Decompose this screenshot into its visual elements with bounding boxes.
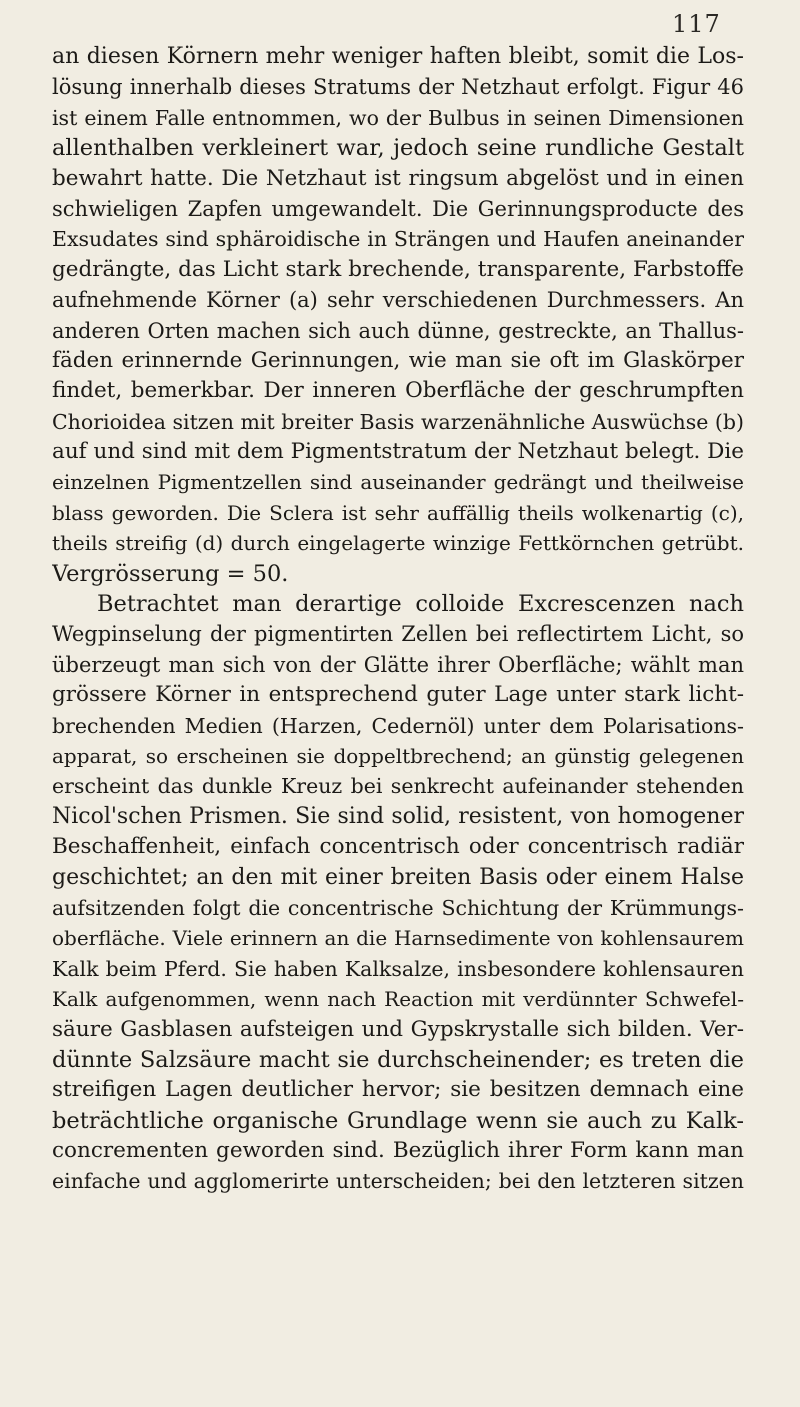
page-number: 117 [672, 10, 721, 38]
text-line: grössere Körner in entsprechend guter Lage unter stark licht- [52, 682, 744, 708]
text-line: aufsitzenden folgt die concentrische Schichtung der Krümmungs- [52, 895, 744, 920]
text-line: Betrachtet man derartige colloide Excrescenzen nach [97, 591, 744, 618]
text-line: Beschaffenheit, einfach concentrisch oder concentrisch radiär [52, 834, 744, 860]
text-line: blass geworden. Die Sclera ist sehr auffällig theils wolkenartig (c), [52, 500, 744, 525]
text-line: findet, bemerkbar. Der inneren Oberfläche der geschrumpften [52, 378, 744, 404]
text-line: Vergrösserung = 50. [52, 560, 289, 587]
text-line: concrementen geworden sind. Bezüglich ihrer Form kann man [52, 1138, 744, 1164]
text-line: erscheint das dunkle Kreuz bei senkrecht aufeinander stehenden [52, 774, 744, 799]
text-line: fäden erinnernde Gerinnungen, wie man sie oft im Glaskörper [52, 347, 744, 373]
text-line: ist einem Falle entnommen, wo der Bulbus in seinen Dimensionen [52, 105, 744, 130]
text-line: dünnte Salzsäure macht sie durchscheinender; es treten die [52, 1046, 744, 1073]
text-line: streifigen Lagen deutlicher hervor; sie besitzen demnach eine [52, 1077, 744, 1103]
text-line: Kalk aufgenommen, wenn nach Reaction mit verdünnter Schwefel- [52, 987, 744, 1012]
text-line: Chorioidea sitzen mit breiter Basis warzenähnliche Auswüchse (b) [52, 409, 744, 434]
text-line: einzelnen Pigmentzellen sind auseinander gedrängt und theilweise [52, 470, 744, 495]
text-line: Exsudates sind sphäroidische in Strängen und Haufen aneinander [52, 227, 744, 252]
text-line: beträchtliche organische Grundlage wenn sie auch zu Kalk- [52, 1107, 744, 1134]
text-line: gedrängte, das Licht stark brechende, transparente, Farbstoffe [52, 256, 744, 282]
text-line: lösung innerhalb dieses Stratums der Netzhaut erfolgt. Figur 46 [52, 75, 744, 100]
text-line: anderen Orten machen sich auch dünne, gestreckte, an Thallus- [52, 318, 744, 343]
text-line: einfache und agglomerirte unterscheiden; bei den letzteren sitzen [52, 1169, 744, 1194]
text-line: bewahrt hatte. Die Netzhaut ist ringsum abgelöst und in einen [52, 165, 744, 191]
text-line: geschichtet; an den mit einer breiten Basis oder einem Halse [52, 864, 744, 890]
text-line: säure Gasblasen aufsteigen und Gypskrystalle sich bilden. Ver- [52, 1016, 744, 1042]
text-line: brechenden Medien (Harzen, Cedernöl) unter dem Polarisations- [52, 713, 744, 738]
text-line: Wegpinselung der pigmentirten Zellen bei reflectirtem Licht, so [52, 622, 744, 647]
text-line: aufnehmende Körner (a) sehr verschiedenen Durchmessers. An [52, 288, 744, 313]
text-line: Kalk beim Pferd. Sie haben Kalksalze, insbesondere kohlensauren [52, 956, 744, 981]
text-line: schwieligen Zapfen umgewandelt. Die Gerinnungsproducte des [52, 196, 744, 221]
text-line: an diesen Körnern mehr weniger haften bleibt, somit die Los- [52, 44, 744, 69]
text-line: auf und sind mit dem Pigmentstratum der Netzhaut belegt. Die [52, 439, 744, 465]
text-line: Nicol'schen Prismen. Sie sind solid, resistent, von homogener [52, 803, 744, 829]
text-line: apparat, so erscheinen sie doppeltbrechend; an günstig gelegenen [52, 743, 744, 768]
body-text [52, 42, 744, 1197]
text-line: theils streifig (d) durch eingelagerte winzige Fettkörnchen getrübt. [52, 531, 744, 556]
text-line: allenthalben verkleinert war, jedoch seine rundliche Gestalt [52, 135, 744, 162]
text-line: oberfläche. Viele erinnern an die Harnsedimente von kohlensaurem [52, 926, 744, 951]
text-line: überzeugt man sich von der Glätte ihrer Oberfläche; wählt man [52, 652, 744, 677]
